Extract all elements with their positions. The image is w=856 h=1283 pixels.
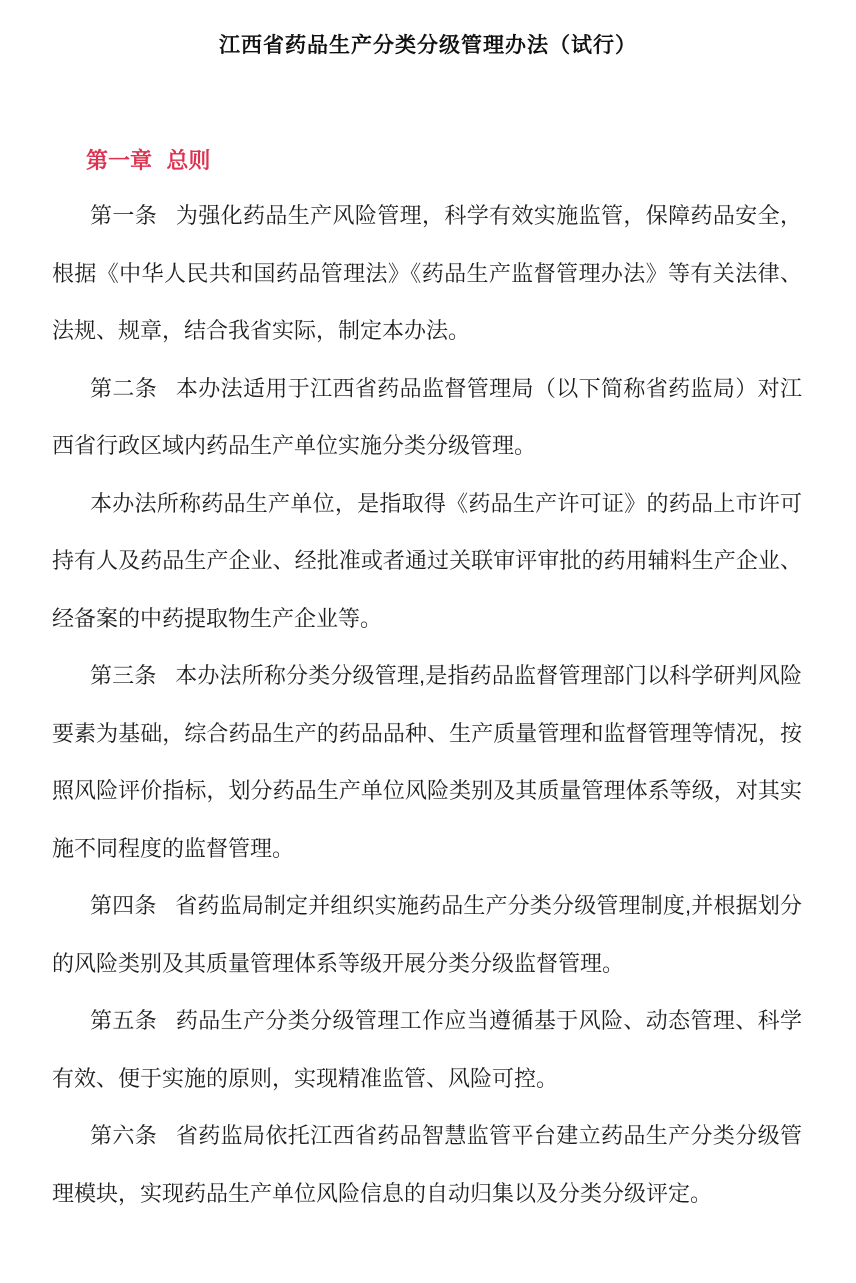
document-body [52,187,802,1222]
chapter-heading [86,146,800,176]
article-paragraph [52,877,802,992]
article-paragraph [52,475,802,648]
article-text: 本办法所称分类分级管理,是指药品监督管理部门以科学研判风险要素为基础，综合药品生产的药品品种、生产质量管理和监督管理等情况，按照风险评价指标，划分药品生产单位风险类别及其质量管理体系等级，对其实施不同程度的监督管理。 [52,663,802,861]
article-text: 药品生产分类分级管理工作应当遵循基于风险、动态管理、科学有效、便于实施的原则，实现精准监管、风险可控。 [52,1008,802,1091]
article-number: 第四条 [90,893,157,918]
chapter-title: 总则 [166,148,211,173]
article-number: 第三条 [90,663,157,688]
chapter-number: 第一章 [86,148,153,173]
article-paragraph [52,647,802,877]
article-number: 第五条 [90,1008,158,1033]
article-paragraph [52,187,802,360]
article-number: 第二条 [90,375,158,401]
article-text: 本办法所称药品生产单位，是指取得《药品生产许可证》的药品上市许可持有人及药品生产企业、经批准或者通过关联审评审批的药用辅料生产企业、经备案的中药提取物生产企业等。 [52,490,802,631]
article-number: 第一条 [90,203,158,228]
article-paragraph [52,992,802,1107]
article-text: 为强化药品生产风险管理，科学有效实施监管，保障药品安全，根据《中华人民共和国药品管理法》《药品生产监督管理办法》等有关法律、法规、规章，结合我省实际，制定本办法。 [52,203,802,343]
article-number: 第六条 [90,1123,158,1148]
article-text: 本办法适用于江西省药品监督管理局（以下简称省药监局）对江西省行政区域内药品生产单位实施分类分级管理。 [52,375,802,458]
article-paragraph [52,1107,802,1222]
article-paragraph [52,360,802,475]
article-text: 省药监局依托江西省药品智慧监管平台建立药品生产分类分级管理模块，实现药品生产单位风险信息的自动归集以及分类分级评定。 [52,1123,802,1206]
article-text: 省药监局制定并组织实施药品生产分类分级管理制度,并根据划分的风险类别及其质量管理体系等级开展分类分级监督管理。 [52,893,802,976]
document-title: 江西省药品生产分类分级管理办法（试行） [219,34,637,57]
